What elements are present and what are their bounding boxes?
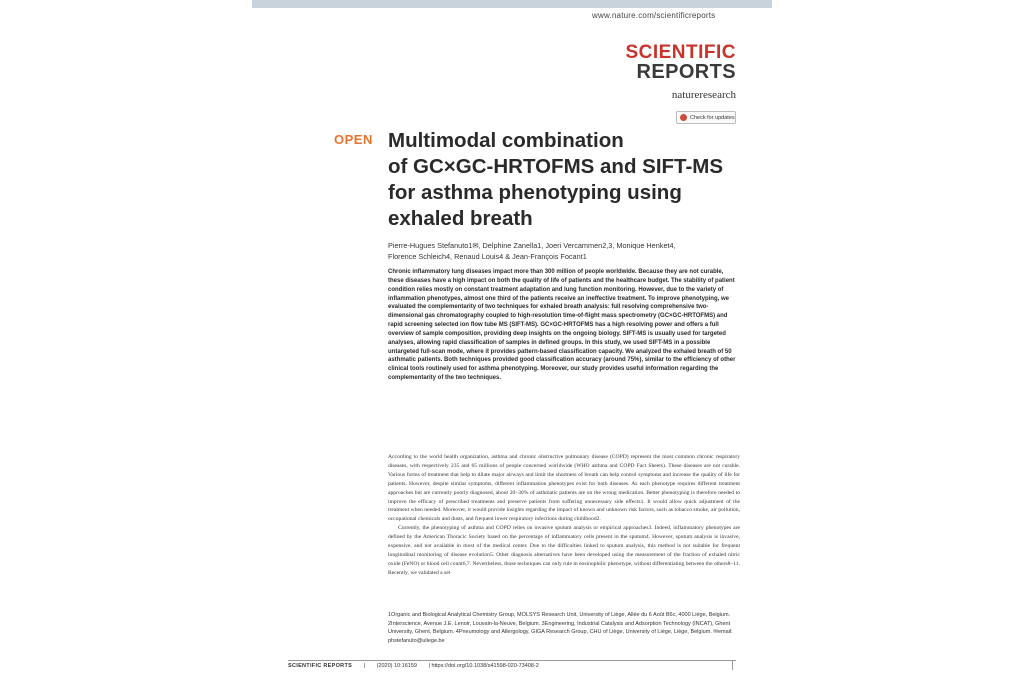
footer-doi[interactable]: | https://doi.org/10.1038/s41598-020-73408-2: [428, 663, 539, 669]
footer-page-mark: [732, 660, 737, 670]
title-line: of GC×GC-HRTOFMS and SIFT-MS: [388, 155, 724, 178]
author-list: [388, 240, 748, 262]
journal-url[interactable]: www.nature.com/scientificreports: [592, 11, 716, 20]
page-footer: [288, 663, 736, 669]
journal-logo-reports: REPORTS: [636, 61, 736, 83]
footer-separator: |: [363, 663, 366, 669]
journal-logo-scientific: SCIENTIFIC: [625, 42, 736, 63]
footer-divider: [288, 660, 736, 661]
footer-citation: (2020) 10:16159: [376, 663, 417, 669]
authors-line: Florence Schleich4, Renaud Louis4 & Jean-François Focant1: [388, 252, 587, 261]
publisher-logo: natureresearch: [671, 89, 736, 101]
crossmark-icon: [680, 114, 687, 121]
body-paragraph: Currently, the phenotyping of asthma and COPD relies on invasive sputum analysis or empirical approaches3. Indeed, inflammatory phenotypes are defined by the American Thoracic Society based on the percentage of inflammatory cells present in the sputum4. However, sputum analysis is invasive, expensive, and not available in most of the medical center. Due to the difficulties linked to sputum analysis, this method is not suitable for frequent longitudinal monitoring of disease evolution5. Other diagnosis alternatives have been developed using the measurement of the fraction of exhaled nitric oxide (FeNO) or blood cell count6,7. Nevertheless, those techniques can only rule in eosinophilic phenotype, without differentiating between the others8–11. Recently, we validated a set: [388, 525, 741, 576]
top-bar: [252, 0, 772, 8]
footer-journal: SCIENTIFIC REPORTS: [288, 663, 353, 669]
abstract: Chronic inflammatory lung diseases impact more than 300 million of people worldwide. Because they are not curable, these diseases have a high impact on both the quality of life of patients and the healthcare budget. The stability of patient condition relies mostly on constant treatment adaptation and lung function monitoring. However, due to the variety of inflammation phenotypes, almost one third of the patients receive an ineffective treatment. To improve phenotyping, we evaluated the complementarity of two techniques for exhaled breath analysis: full resolving comprehensive two-dimensional gas chromatography coupled to high-resolution time-of-flight mass spectrometry (GC×GC-HRTOFMS) and rapid screening selected ion flow tube MS (SIFT-MS). GC×GC-HRTOFMS has a high resolving power and offers a full overview of sample composition, providing deep insights on the ongoing biology. SIFT-MS is usually used for targeted analyses, allowing rapid classification of samples in defined groups. In this study, we used SIFT-MS in a possible untargeted full-scan mode, where it provides pattern-based classification capacity. We analyzed the exhaled breath of 50 asthmatic patients. Both techniques provided good classification accuracy (around 75%), similar to the efficiency of other clinical tools routinely used for asthma phenotyping. Moreover, our study provides useful information regarding the complementarity of the two techniques.: [388, 269, 736, 382]
article-body: [388, 453, 740, 578]
title-line: Multimodal combination: [388, 129, 624, 152]
check-for-updates-button[interactable]: [676, 111, 736, 124]
article-title: [388, 128, 748, 232]
open-access-label: OPEN: [334, 132, 373, 147]
affiliations: 1Organic and Biological Analytical Chemistry Group, MOLSYS Research Unit, University of Liège, Allée du 6 Août B6c, 4000 Liège, Belgium. 2Interscience, Avenue J.E. Lenoir, Louvain-la-Neuve, Belgium. 3Engineering, Industrial Catalysis and Adsorption Technology (INCAT), Ghent University, Ghent, Belgium. 4Pneumology and Allergology, GIGA Research Group, CHU of Liège, University of Liège, Liège, Belgium. ✉email: phstefanuto@uliege.be: [388, 612, 733, 645]
authors-line: Pierre-Hugues Stefanuto1✉, Delphine Zanella1, Joeri Vercammen2,3, Monique Henket4,: [388, 241, 676, 250]
title-line: for asthma phenotyping using: [388, 181, 682, 204]
check-for-updates-label: Check for updates: [690, 114, 735, 121]
title-line: exhaled breath: [388, 207, 533, 230]
body-paragraph: According to the world health organization, asthma and chronic obstructive pulmonary disease (COPD) represent the most common chronic respiratory diseases, with respectively 235 and 65 millions of people concerned worldwide (WHO asthma and COPD Fact Sheets). These diseases are not curable. Various forms of treatment that help to dilate major airways and limit the shortness of breath can help control symptoms and increase the quality of life for patients. However, despite similar symptoms, different inflammation phenotypes exist for both diseases. As each phenotype requires different treatment approaches but are currently poorly diagnosed, about 20–30% of asthmatic patients are on the wrong medication. Better phenotyping is therefore needed to improve the efficacy of prescribed treatments and preserve patients from suffering unnecessary side effects1. It would allow quick adjustment of the treatment when needed. Moreover, it would provide insights regarding the impact of known and unknown risk factors, such as tobacco smoke, air pollution, occupational chemicals and dusts, and frequent lower respiratory infections during childhood2.: [388, 454, 740, 523]
